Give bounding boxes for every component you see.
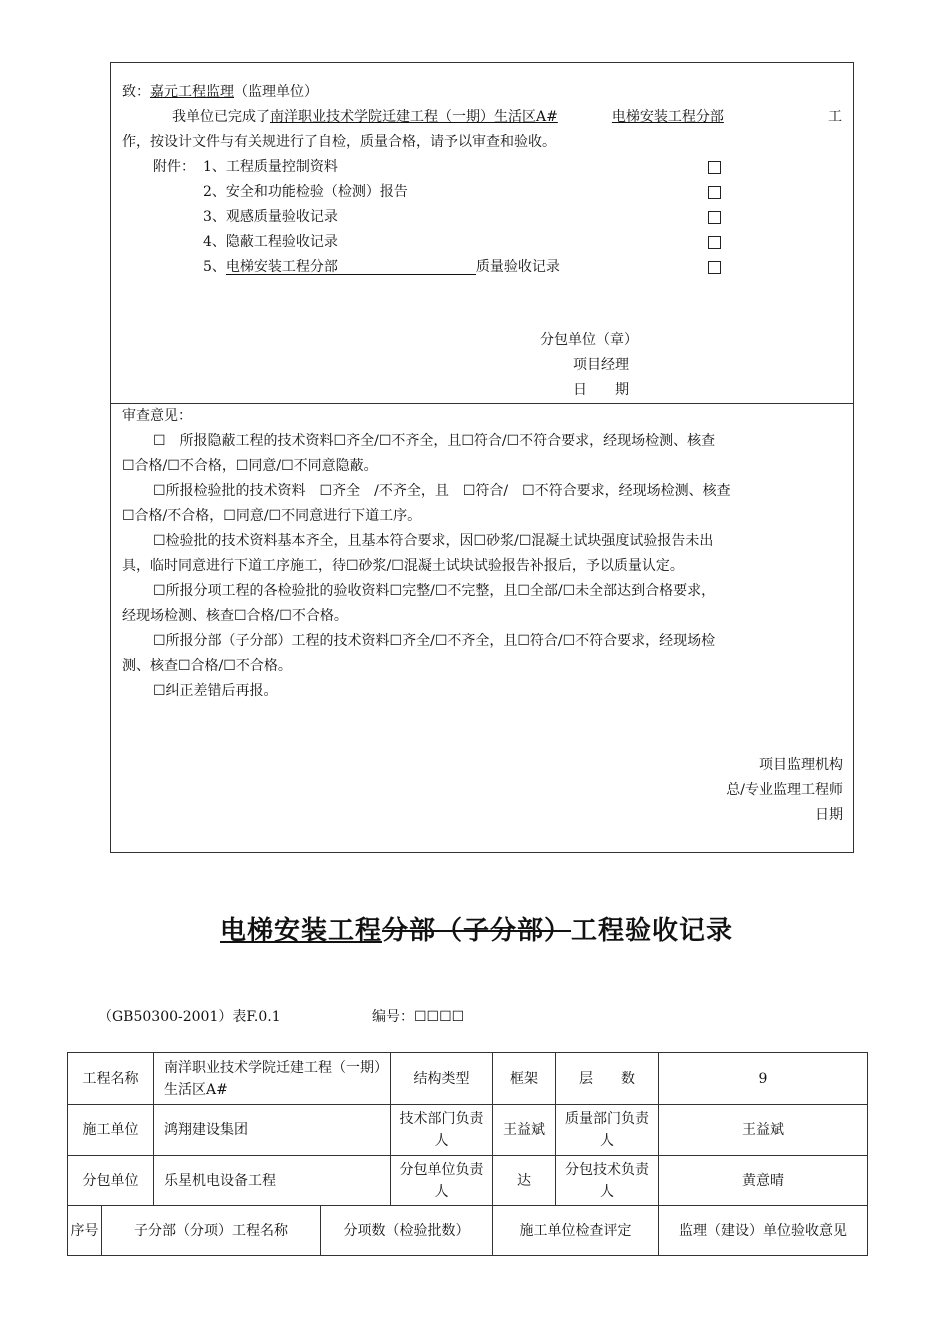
tech-dept-label: 技术部门负责人 (391, 1105, 493, 1156)
sub-tech-value: 黄意晴 (659, 1156, 868, 1206)
contractor-value: 鸿翔建设集团 (154, 1105, 391, 1156)
project-name-label: 工程名称 (68, 1053, 154, 1105)
sub-head-value: 达 (493, 1156, 556, 1206)
tech-dept-value: 王益斌 (493, 1105, 556, 1156)
quality-dept-value: 王益斌 (659, 1105, 868, 1156)
sub-head-label: 分包单位负责人 (391, 1156, 493, 1206)
attachment-2: 2、安全和功能检验（检测）报告 (203, 184, 408, 200)
review-line-4: ☐合格/不合格，☐同意/☐不同意进行下道工序。 (122, 508, 422, 524)
intro-line-1 (172, 110, 724, 124)
contractor-label: 施工单位 (68, 1105, 154, 1156)
review-line-11: ☐纠正差错后再报。 (153, 683, 278, 699)
table-header-row (68, 1206, 868, 1256)
header-opinion: 监理（建设）单位验收意见 (659, 1206, 868, 1256)
attachment-5-suffix: 质量验收记录 (475, 259, 560, 275)
structure-type-value: 框架 (493, 1053, 556, 1105)
title-part-1: 电梯安装工程 (220, 916, 383, 946)
to-label: 致： (122, 84, 150, 100)
project-manager-label: 项目经理 (573, 357, 629, 373)
title-part-3: 工程验收记录 (571, 916, 734, 946)
review-line-2: ☐合格/☐不合格，☐同意/☐不同意隐蔽。 (122, 458, 378, 474)
page-title (220, 910, 733, 947)
subcontractor-label: 分包单位 (68, 1156, 154, 1206)
attachment-2-checkbox[interactable] (708, 186, 721, 199)
header-check: 施工单位检查评定 (493, 1206, 659, 1256)
sub-tech-label: 分包技术负责人 (556, 1156, 659, 1206)
review-date-label: 日期 (815, 807, 843, 823)
project-name-value: 南洋职业技术学院迁建工程（一期）生活区A# (154, 1053, 391, 1105)
attachment-5-name: 电梯安装工程分部 (225, 259, 338, 275)
header-name: 子分部（分项）工程名称 (102, 1206, 321, 1256)
attachment-5-checkbox[interactable] (708, 261, 721, 274)
attachment-1: 1、工程质量控制资料 (203, 159, 338, 175)
review-line-10: 测、核查☐合格/☐不合格。 (122, 658, 292, 674)
review-line-8: 经现场检测、核查☐合格/☐不合格。 (122, 608, 348, 624)
attachments-label: 附件： (153, 159, 195, 175)
subcontractor-value: 乐星机电设备工程 (154, 1156, 391, 1206)
intro-line-2: 作，按设计文件与有关规进行了自检，质量合格，请予以审查和验收。 (122, 134, 556, 150)
review-line-6: 具，临时同意进行下道工序施工，待☐砂浆/☐混凝土试块试验报告补报后，予以质量认定。 (122, 558, 684, 574)
standard-code: （GB50300-2001）表F.0.1 (98, 1009, 281, 1025)
attachment-4: 4、隐蔽工程验收记录 (203, 234, 338, 250)
review-line-1: ☐ 所报隐蔽工程的技术资料☐齐全/☐不齐全，且☐符合/☐不符合要求，经现场检测、核查 (153, 433, 716, 449)
floors-value: 9 (659, 1053, 868, 1105)
title-part-2: 分部（子分部） (382, 916, 572, 946)
review-line-5: ☐检验批的技术资料基本齐全，且基本符合要求，因☐砂浆/☐混凝土试块强度试验报告未出 (153, 533, 714, 549)
addressee-line (122, 85, 318, 99)
intro-part: 电梯安装工程分部 (611, 109, 724, 125)
structure-type-label: 结构类型 (391, 1053, 493, 1105)
sub-unit-seal: 分包单位（章） (540, 332, 638, 348)
intro-end: 工 (828, 109, 842, 125)
attachment-5-prefix: 5、 (203, 259, 226, 275)
attachment-1-checkbox[interactable] (708, 161, 721, 174)
supervisor-name: 嘉元工程监理 (150, 84, 234, 100)
table-row-subcontractor (68, 1156, 868, 1206)
table-row-contractor (68, 1105, 868, 1156)
attachment-5 (203, 260, 560, 275)
header-seq: 序号 (68, 1206, 102, 1256)
frame-divider (110, 403, 854, 404)
review-line-3: ☐所报检验批的技术资料 ☐齐全 /不齐全，且 ☐符合/ ☐不符合要求，经现场检测、核查 (153, 483, 731, 499)
supervision-org-label: 项目监理机构 (759, 757, 843, 773)
quality-dept-label: 质量部门负责人 (556, 1105, 659, 1156)
review-line-9: ☐所报分部（子分部）工程的技术资料☐齐全/☐不齐全，且☐符合/☐不符合要求，经现场检 (153, 633, 716, 649)
attachment-3: 3、观感质量验收记录 (203, 209, 338, 225)
floors-label: 层 数 (556, 1053, 659, 1105)
intro-project: 南洋职业技术学院迁建工程（一期）生活区A# (270, 109, 558, 125)
approval-date-label: 日 期 (573, 382, 629, 398)
acceptance-table (67, 1052, 868, 1256)
record-number: 编号：☐☐☐☐ (372, 1009, 465, 1025)
table-row-project (68, 1053, 868, 1105)
chief-engineer-label: 总/专业监理工程师 (726, 782, 843, 798)
attachment-3-checkbox[interactable] (708, 211, 721, 224)
attachment-4-checkbox[interactable] (708, 236, 721, 249)
intro-prefix: 我单位已完成了 (172, 109, 270, 125)
header-count: 分项数（检验批数） (321, 1206, 493, 1256)
supervisor-suffix: （监理单位） (234, 84, 318, 100)
review-line-7: ☐所报分项工程的各检验批的验收资料☐完整/☐不完整，且☐全部/☐未全部达到合格要求， (153, 583, 716, 599)
review-title: 审查意见： (122, 408, 192, 424)
